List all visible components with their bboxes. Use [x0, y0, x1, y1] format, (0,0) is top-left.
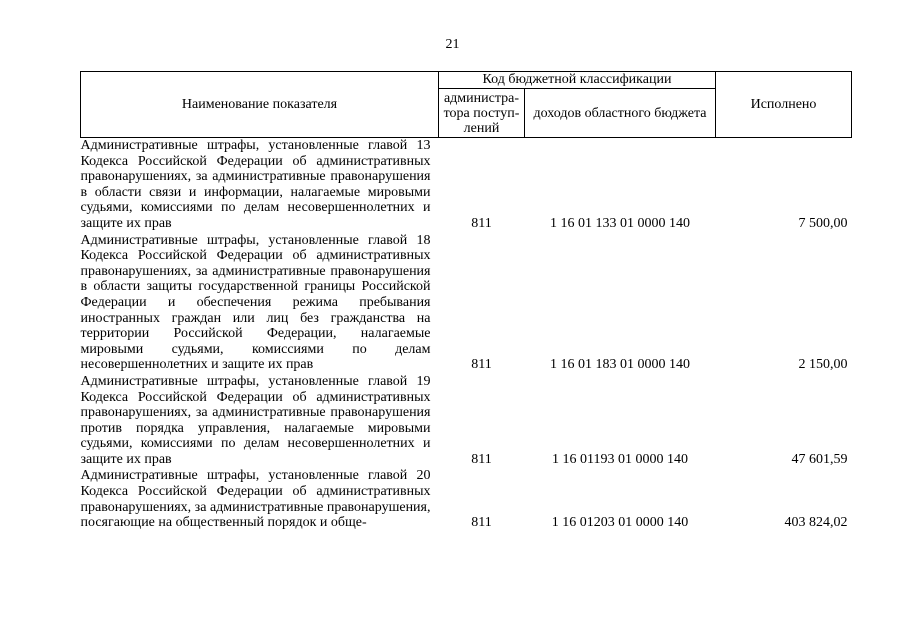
- indicator-name-cell: Административные штрафы, установленные главой 13 Кодекса Российской Федерации об административных правонарушениях, за административные правонарушения в области связи и информации, налагаемые мировыми судьями, комиссиями по делам несовершеннолетних и защите их прав: [80, 138, 431, 231]
- header-revenue-administrator: администра-тора поступ-лений: [439, 89, 525, 138]
- header-regional-budget-income: доходов областного бюджета: [525, 89, 716, 138]
- indicator-name-cell: Административные штрафы, установленные главой 19 Кодекса Российской Федерации об административных правонарушениях, за административные правонарушения против порядка управления, налагаемые мировыми судьями, комиссиями по делам несовершеннолетних и защите их прав: [80, 373, 431, 467]
- administrator-code-cell: 811: [471, 357, 492, 373]
- page-number: 21: [445, 37, 460, 52]
- header-executed: Исполнено: [716, 72, 852, 138]
- budget-report-table: [80, 71, 852, 532]
- table-row: [81, 374, 852, 469]
- table-header: [81, 72, 852, 138]
- header-budget-classification-code: Код бюджетной классификации: [439, 72, 716, 89]
- administrator-code-cell: 811: [471, 515, 492, 531]
- header-indicator-name: Наименование показателя: [81, 72, 439, 138]
- administrator-code-cell: 811: [471, 215, 492, 231]
- executed-amount-cell: 403 824,02: [784, 515, 848, 531]
- income-code-cell: 1 16 01193 01 0000 140: [552, 451, 688, 467]
- table-row: [81, 233, 852, 374]
- income-code-cell: 1 16 01 133 01 0000 140: [550, 215, 690, 231]
- income-code-cell: 1 16 01 183 01 0000 140: [550, 357, 690, 373]
- indicator-name-cell: Административные штрафы, установленные главой 20 Кодекса Российской Федерации об административных правонарушениях, за административные правонарушения, посягающие на общественный порядок и обще-: [80, 468, 431, 531]
- table-body: [81, 138, 852, 532]
- executed-amount-cell: 2 150,00: [798, 357, 848, 373]
- table-row: [81, 138, 852, 233]
- table-row: [81, 468, 852, 531]
- income-code-cell: 1 16 01203 01 0000 140: [551, 515, 689, 531]
- executed-amount-cell: 47 601,59: [791, 451, 848, 467]
- indicator-name-cell: Административные штрафы, установленные главой 18 Кодекса Российской Федерации об административных правонарушениях, за административные правонарушения в области защиты государственной границы Российской Федерации и обеспечения режима пребывания иностранных граждан или лиц без гражданства на территории Российской Федерации, налагаемые мировыми судьями, комиссиями по делам несовершеннолетних и защите их прав: [80, 232, 431, 373]
- executed-amount-cell: 7 500,00: [798, 215, 848, 231]
- administrator-code-cell: 811: [471, 451, 492, 467]
